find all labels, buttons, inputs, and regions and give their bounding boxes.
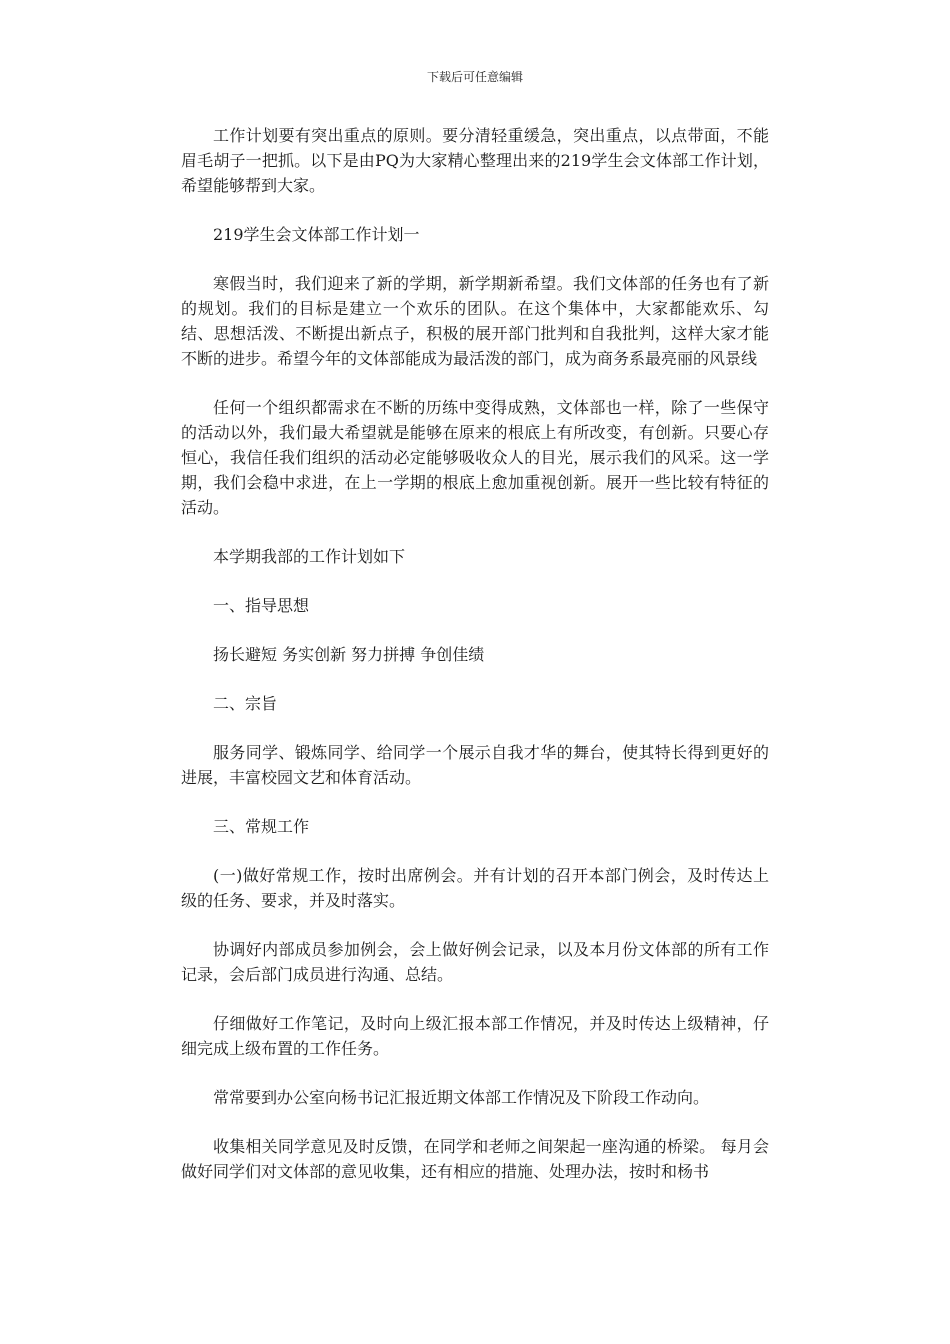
- paragraph-plan-intro: 本学期我部的工作计划如下: [213, 547, 406, 566]
- heading-routine-work: 三、常规工作: [213, 817, 310, 836]
- paragraph-routine-3: 仔细做好工作笔记，及时向上级汇报本部工作情况，并及时传达上级精神，仔细完成上级布置的工作任务。: [181, 1014, 769, 1058]
- paragraph-intro: 工作计划要有突出重点的原则。要分清轻重缓急，突出重点，以点带面，不能眉毛胡子一把抓。以下是由PQ为大家精心整理出来的219学生会文体部工作计划，希望能够帮到大家。: [181, 126, 769, 195]
- paragraph-innovation: 任何一个组织都需求在不断的历练中变得成熟，文体部也一样，除了一些保守的活动以外，我们最大希望就是能够在原来的根底上有所改变，有创新。只要心存恒心，我信任我们组织的活动必定能够吸收众人的目光，展示我们的风采。这一学期，我们会稳中求进，在上一学期的根底上愈加重视创新。展开一些比较有特征的活动。: [181, 398, 769, 517]
- heading-purpose: 二、宗旨: [213, 694, 278, 713]
- paragraph-routine-5: 收集相关同学意见及时反馈，在同学和老师之间架起一座沟通的桥梁。 每月会做好同学们对文体部的意见收集，还有相应的措施、处理办法，按时和杨书: [181, 1137, 769, 1181]
- paragraph-routine-2: 协调好内部成员参加例会，会上做好例会记录，以及本月份文体部的所有工作记录，会后部门成员进行沟通、总结。: [181, 940, 769, 984]
- heading-guiding-thought: 一、指导思想: [213, 596, 310, 615]
- paragraph-new-semester: 寒假当时，我们迎来了新的学期，新学期新希望。我们文体部的任务也有了新的规划。我们的目标是建立一个欢乐的团队。在这个集体中，大家都能欢乐、勾结、思想活泼、不断提出新点子，积极的展开部门批判和自我批判，这样大家才能不断的进步。希望今年的文体部能成为最活泼的部门，成为商务系最亮丽的风景线: [181, 274, 769, 368]
- header-note: 下载后可任意编辑: [426, 70, 523, 84]
- paragraph-routine-4: 常常要到办公室向杨书记汇报近期文体部工作情况及下阶段工作动向。: [213, 1088, 710, 1107]
- paragraph-motto: 扬长避短 务实创新 努力拼搏 争创佳绩: [213, 645, 485, 664]
- paragraph-purpose: 服务同学、锻炼同学、给同学一个展示自我才华的舞台，使其特长得到更好的进展，丰富校园文艺和体育活动。: [181, 743, 769, 787]
- paragraph-routine-1: (一)做好常规工作，按时出席例会。并有计划的召开本部门例会，及时传达上级的任务、要求，并及时落实。: [181, 866, 769, 910]
- document-body: [181, 123, 769, 1208]
- section-title-plan-one: 219学生会文体部工作计划一: [213, 225, 420, 244]
